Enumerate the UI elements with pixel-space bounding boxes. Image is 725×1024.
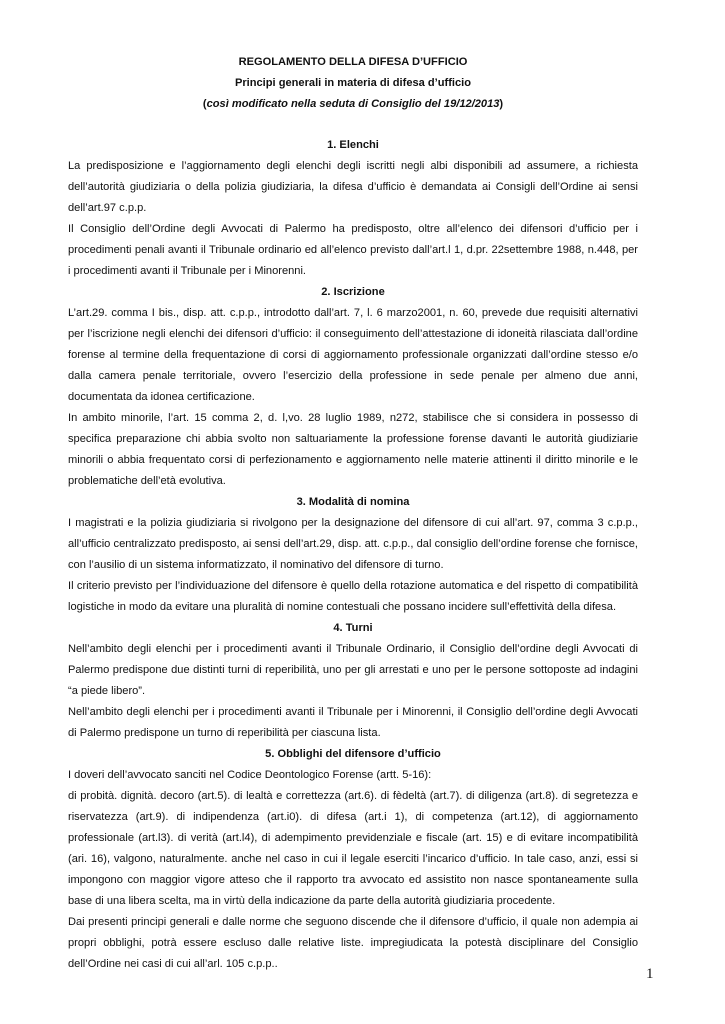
paragraph: Nell’ambito degli elenchi per i procedimenti avanti il Tribunale per i Minorenni, il Consiglio dell’ordine degli Avvocati di Palermo predispone un turno di reperibilità per ciascuna lista. bbox=[68, 706, 638, 739]
paragraph: Il Consiglio dell’Ordine degli Avvocati di Palermo ha predisposto, oltre all’elenco dei difensori d’ufficio per i procedimenti penali avanti il Tribunale ordinario ed all’elenco previsto dall’art.l 1, d.pr. 22settembre 1988, n.448, per i procedimenti avanti il Tribunale per i Minorenni. bbox=[68, 223, 638, 277]
paragraph: di probità. dignità. decoro (art.5). di lealtà e correttezza (art.6). di fèdeltà (art.7). di diligenza (art.8). di segretezza e riservatezza (art.9). di indipendenza (art.i0). di difesa (art.i 1), di competenza (art.12), di aggiornamento professionale (art.l3). di verità (art.l4), di adempimento previdenziale e fiscale (art. 15) e di evitare incompatibilità (ari. 16), valgono, naturalmente. anche nel caso in cui il legale eserciti l’incarico d’ufficio. In tale caso, anzi, essi si impongono con maggior vigore atteso che il rapporto tra avvocato ed assistito non nasce spontaneamente sulla base di una libera scelta, ma in virtù della indicazione da parte della autorità giudiziaria procedente. bbox=[68, 790, 638, 907]
section-heading-elenchi: 1. Elenchi bbox=[327, 139, 379, 151]
document-page bbox=[68, 52, 638, 975]
document-subtitle: Principi generali in materia di difesa d’ufficio bbox=[234, 77, 472, 89]
paragraph: Dai presenti principi generali e dalle norme che seguono discende che il difensore d’ufficio, il quale non adempia ai propri obblighi, potrà essere escluso dalle relative liste. impregiudicata la potestà disciplinare del Consiglio dell’Ordine nei casi di cui all’arl. 105 c.p.p.. bbox=[68, 916, 638, 970]
paragraph: L’art.29. comma I bis., disp. att. c.p.p., introdotto dall’art. 7, l. 6 marzo2001, n. 60, prevede due requisiti alternativi per l’iscrizione negli elenchi dei difensori d’ufficio: il conseguimento dell’attestazione di idoneità rilasciata dall’ordine forense al termine della frequentazione di corsi di aggiornamento professionale organizzati dall’ordine stesso e/o dalla camera penale territoriale, ovvero l’esercizio della professione in sede penale per almeno due anni, documentata da idonea certificazione. bbox=[68, 307, 638, 403]
paragraph: I magistrati e la polizia giudiziaria si rivolgono per la designazione del difensore di cui all’art. 97, comma 3 c.p.p., all’ufficio centralizzato predisposto, ai sensi dell’art.29, disp. att. c.p.p., dal consiglio dell’ordine forense che fornisce, con l’ausilio di un sistema informatizzato, il nominativo del difensore di turno. bbox=[68, 517, 638, 571]
paragraph: La predisposizione e l’aggiornamento degli elenchi degli iscritti negli albi disponibili ad assumere, a richiesta dell’autorità giudiziaria o della polizia giudiziaria, la difesa d’ufficio è demandata ai Consigli dell’Ordine ai sensi dell’art.97 c.p.p. bbox=[68, 160, 638, 214]
section-heading-iscrizione: 2. Iscrizione bbox=[321, 286, 385, 298]
paragraph: Nell’ambito degli elenchi per i procedimenti avanti il Tribunale Ordinario, il Consiglio dell’ordine degli Avvocati di Palermo predispone due distinti turni di reperibilità, uno per gli arrestati e uno per le persone sottoposte ad indagini “a piede libero”. bbox=[68, 643, 638, 697]
section-heading-turni: 4. Turni bbox=[333, 622, 373, 634]
section-heading-obblighi: 5. Obblighi del difensore d’ufficio bbox=[265, 748, 441, 760]
paragraph: I doveri dell’avvocato sanciti nel Codice Deontologico Forense (artt. 5-16): bbox=[68, 769, 432, 781]
section-heading-modalita-nomina: 3. Modalità di nomina bbox=[296, 496, 410, 508]
paragraph: Il criterio previsto per l’individuazione del difensore è quello della rotazione automatica e del rispetto di compatibilità logistiche in modo da evitare una pluralità di nomine contestuali che possano incidere sull’effettività della difesa. bbox=[68, 580, 638, 613]
page-number: 1 bbox=[646, 966, 654, 982]
modification-note: (così modificato nella seduta di Consiglio del 19/12/2013) bbox=[202, 98, 504, 110]
modification-note-text: così modificato nella seduta di Consiglio del 19/12/2013 bbox=[206, 98, 500, 110]
document-title: REGOLAMENTO DELLA DIFESA D’UFFICIO bbox=[238, 56, 468, 68]
paragraph: In ambito minorile, l’art. 15 comma 2, d. l,vo. 28 luglio 1989, n272, stabilisce che si considera in possesso di specifica preparazione chi abbia svolto non saltuariamente la professione forense davanti le autorità giudiziarie minorili o abbia frequentato corsi di perfezionamento e aggiornamento nelle materie attinenti il diritto minorile e le problematiche dell’età evolutiva. bbox=[68, 412, 638, 487]
